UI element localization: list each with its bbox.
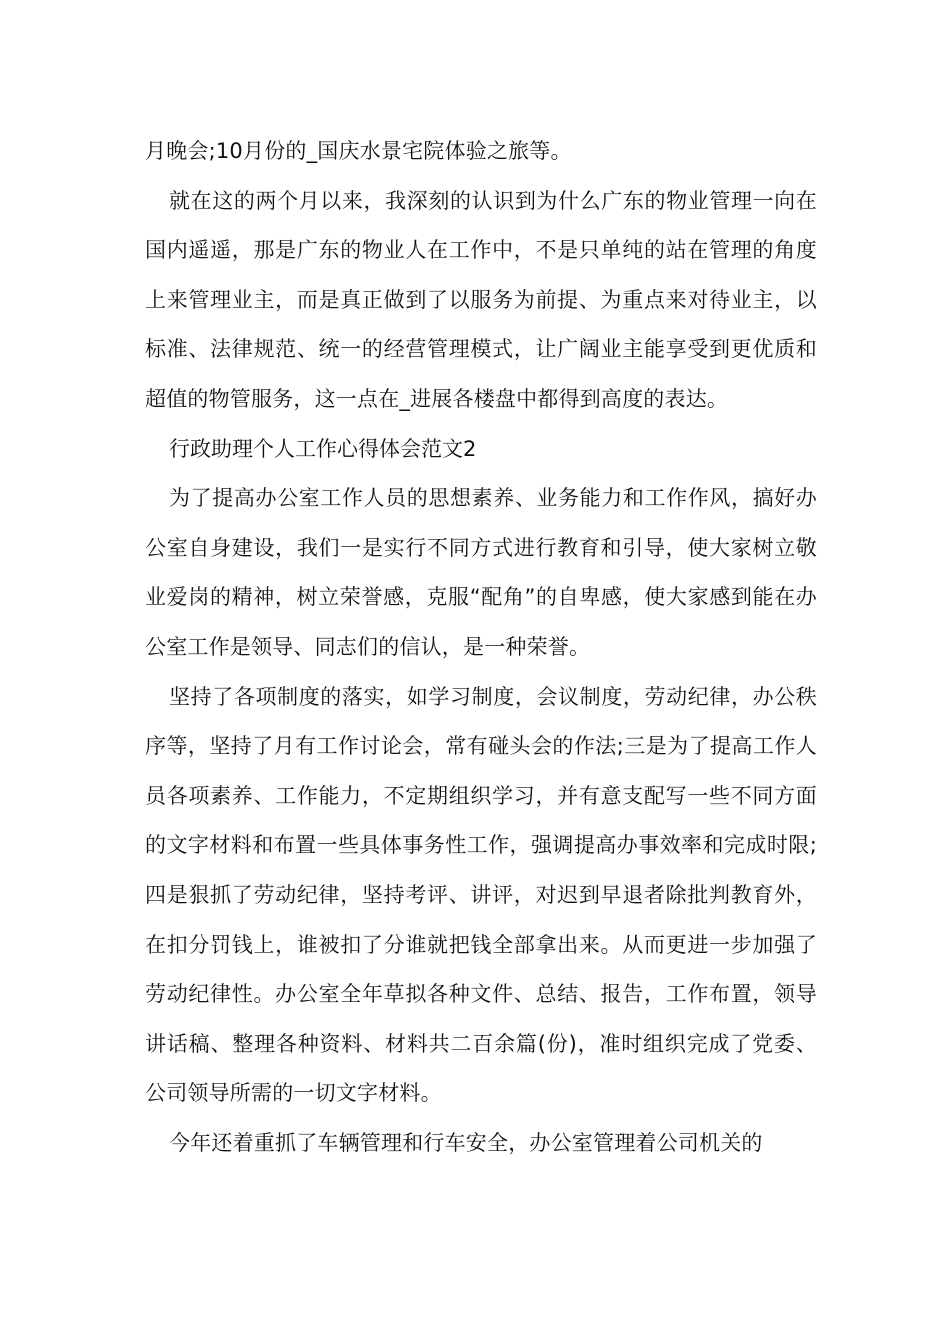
paragraph-3: 为了提高办公室工作人员的思想素养、业务能力和工作作风，搞好办公室自身建设，我们一是实行不同方式进行教育和引导，使大家树立敬业爱岗的精神，树立荣誉感，克服“配角”的自卑感，使大家感到能在办公室工作是领导、同志们的信认，是一种荣誉。 [145,486,817,659]
section-heading: 行政助理个人工作心得体会范文2 [169,436,477,461]
paragraph-4: 坚持了各项制度的落实，如学习制度，会议制度，劳动纪律，办公秩序等，坚持了月有工作讨论会，常有碰头会的作法;三是为了提高工作人员各项素养、工作能力，不定期组织学习，并有意支配写一些不同方面的文字材料和布置一些具体事务性工作，强调提高办事效率和完成时限;四是狠抓了劳动纪律，坚持考评、讲评，对迟到早退者除批判教育外，在扣分罚钱上，谁被扣了分谁就把钱全部拿出来。从而更进一步加强了劳动纪律性。办公室全年草拟各种文件、总结、报告，工作布置，领导讲话稿、整理各种资料、材料共二百余篇(份)，准时组织完成了党委、公司领导所需的一切文字材料。 [145,684,817,1106]
paragraph-2: 就在这的两个月以来，我深刻的认识到为什么广东的物业管理一向在国内遥遥，那是广东的物业人在工作中，不是只单纯的站在管理的角度上来管理业主，而是真正做到了以服务为前提、为重点来对待业主，以标准、法律规范、统一的经营管理模式，让广阔业主能享受到更优质和超值的物管服务，这一点在_进展各楼盘中都得到高度的表达。 [145,188,817,411]
document-body [145,127,817,1168]
paragraph-1: 月晚会;10月份的_国庆水景宅院体验之旅等。 [145,139,572,163]
paragraph-5: 今年还着重抓了车辆管理和行车安全，办公室管理着公司机关的 [169,1130,763,1155]
